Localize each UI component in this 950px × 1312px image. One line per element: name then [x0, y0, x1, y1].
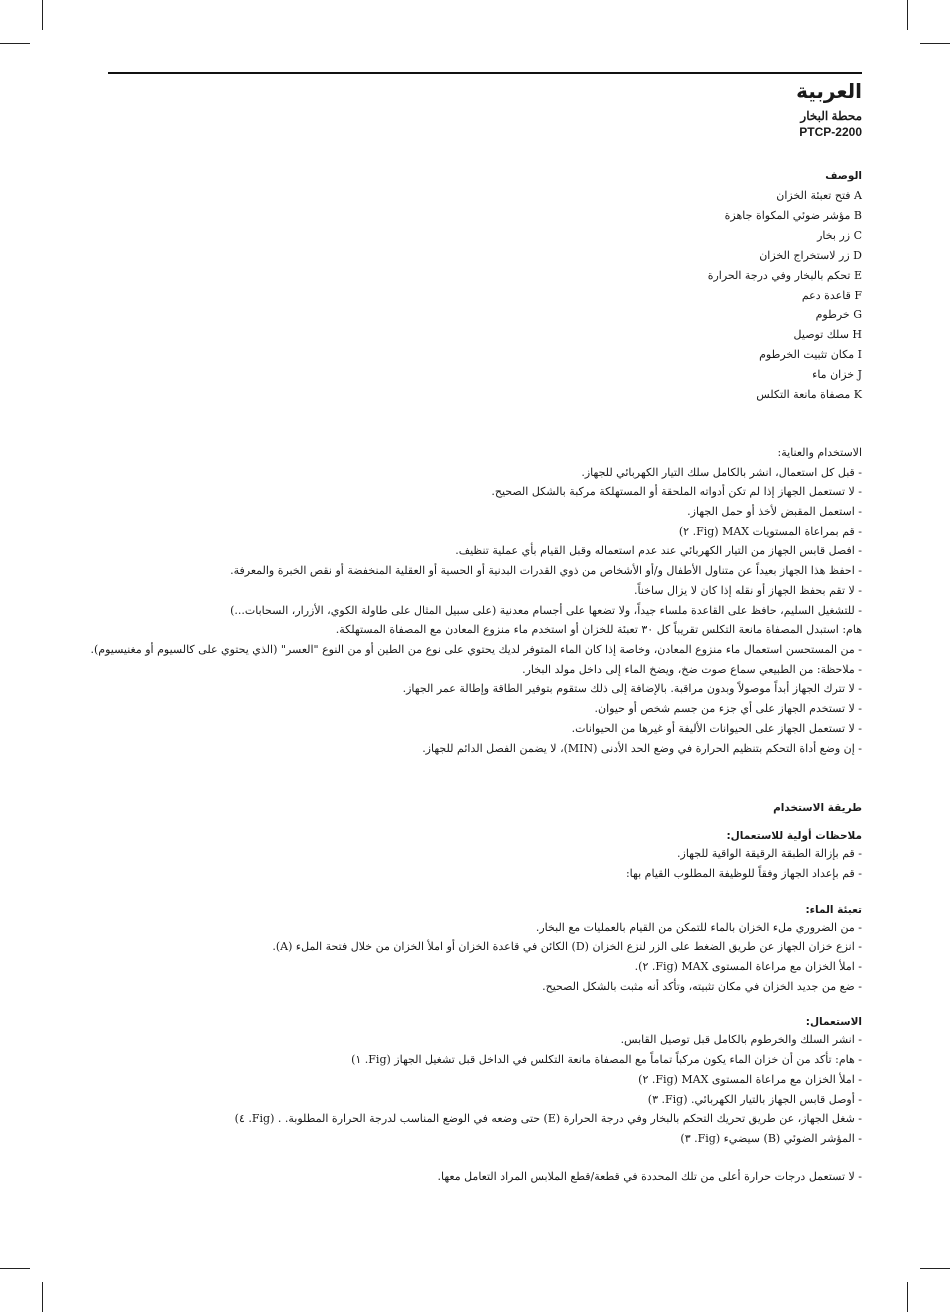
crop-mark	[907, 1282, 908, 1312]
crop-mark	[0, 43, 30, 44]
care-item: - لا تقم بحفظ الجهاز أو نقله إذا كان لا يزال ساخناً.	[633, 583, 862, 597]
care-item: - لا تستعمل الجهاز إذا لم تكن أدواته الملحقة أو المستهلكة مركبة بالشكل الصحيح.	[491, 485, 862, 499]
operation-item: - المؤشر الضوئي (B) سيضيء (Fig. ٣)	[680, 1131, 862, 1145]
operation-item: - أوصل قابس الجهاز بالتيار الكهربائي. (Fig. ٣)	[647, 1092, 862, 1106]
description-heading: الوصف	[825, 170, 862, 182]
filling-heading: تعبئة الماء:	[805, 903, 862, 916]
crop-mark	[907, 0, 908, 30]
part-item: H سلك توصيل	[793, 328, 862, 342]
care-item: - لا تستعمل الجهاز على الحيوانات الأليفة أو غيرها من الحيوانات.	[571, 721, 862, 735]
care-item: - من المستحسن استعمال ماء منزوع المعادن، وخاصة إذا كان الماء المتوفر لديك يحتوي على نوع من الطين أو من النوع "العسر" (الذي يحتوي على كالسيوم أو مغنيسيوم).	[90, 643, 862, 656]
care-item: - لا تترك الجهاز أبداً موصولاً وبدون مراقبة. بالإضافة إلى ذلك ستقوم بتوفير الطاقة وإطالة عمر الجهاز.	[402, 682, 862, 696]
preliminary-item: - قم بإعداد الجهاز وفقاً للوظيفة المطلوب القيام بها:	[625, 866, 862, 880]
preliminary-item: - قم بإزالة الطبقة الرقيقة الواقية للجهاز.	[677, 847, 862, 861]
operation-item: - املأ الخزان مع مراعاة المستوى MAX (Fig. ٢)	[638, 1072, 862, 1086]
operation-heading: الاستعمال:	[805, 1016, 862, 1029]
parts-list	[102, 186, 862, 405]
part-item: E تحكم بالبخار وفي درجة الحرارة	[707, 268, 862, 282]
operation-item: - انشر السلك والخرطوم بالكامل قبل توصيل القابس.	[620, 1033, 862, 1047]
care-item: - قم بمراعاة المستويات MAX (Fig. ٢)	[678, 524, 862, 538]
part-item: G خرطوم	[815, 308, 862, 322]
care-item: - إن وضع أداة التحكم بتنظيم الحرارة في وضع الحد الأدنى (MIN)، لا يضمن الفصل الدائم للجهاز.	[422, 741, 862, 755]
document-page	[90, 78, 862, 1186]
care-item: - ملاحظة: من الطبيعي سماع صوت ضخ، ويضخ الماء إلى داخل مولد البخار.	[522, 662, 862, 676]
care-item: - افصل قابس الجهاز من التيار الكهربائي عند عدم استعماله وقبل القيام بأي عملية تنظيف.	[455, 544, 862, 558]
operation-item: - شغل الجهاز، عن طريق تحريك التحكم بالبخار وفي درجة الحرارة (E) حتى وضعه في الوضع المناسب لدرجة الحرارة المطلوبة. . (Fig. ٤)	[234, 1112, 862, 1126]
part-item: I مكان تثبيت الخرطوم	[759, 348, 862, 362]
part-item: K مصفاة مانعة التكلس	[756, 388, 862, 402]
filling-item: - املأ الخزان مع مراعاة المستوى MAX (Fig. ٢).	[634, 960, 862, 974]
crop-mark	[920, 1268, 950, 1269]
operation-item: - هام: تأكد من أن خزان الماء يكون مركباً تماماً مع المصفاة مانعة التكلس في الداخل قبل تشغيل الجهاز (Fig. ١)	[351, 1053, 862, 1067]
part-item: B مؤشر ضوئي المكواة جاهزة	[724, 208, 862, 222]
part-item: F قاعدة دعم	[801, 288, 862, 302]
header-rule	[108, 72, 862, 74]
part-item: J خزان ماء	[812, 368, 862, 382]
preliminary-heading: ملاحظات أولية للاستعمال:	[726, 830, 862, 843]
part-item: C زر بخار	[817, 228, 862, 242]
care-item: - لا تستخدم الجهاز على أي جزء من جسم شخص أو حيوان.	[594, 702, 862, 716]
care-item: - قبل كل استعمال، انشر بالكامل سلك التيار الكهربائي للجهاز.	[581, 465, 862, 479]
usage-heading: طريقة الاستخدام	[773, 802, 862, 815]
part-item: D زر لاستخراج الخزان	[759, 248, 862, 262]
care-heading: الاستخدام والعناية:	[777, 445, 862, 459]
care-list	[90, 463, 862, 759]
crop-mark	[920, 43, 950, 44]
crop-mark	[42, 0, 43, 30]
language-title: العربية	[796, 79, 862, 103]
temperature-warning: - لا تستعمل درجات حرارة أعلى من تلك المحددة في قطعة/قطع الملابس المراد التعامل معها.	[437, 1169, 862, 1183]
crop-mark	[42, 1282, 43, 1312]
care-item: هام: استبدل المصفاة مانعة التكلس تقريباً كل ٣٠ تعبئة للخزان أو استخدم ماء منزوع المعادن مع المصفاة المستهلكة.	[335, 623, 862, 637]
care-item: - استعمل المقبض لأخذ أو حمل الجهاز.	[687, 505, 862, 519]
part-item: A فتح تعبئة الخزان	[776, 189, 862, 202]
product-name: محطة البخار	[800, 109, 862, 123]
crop-mark	[0, 1268, 30, 1269]
care-item: - للتشغيل السليم، حافظ على القاعدة ملساء جيداً، ولا تضعها على أجسام معدنية (على سبيل المثال على طاولة الكوي، الأزرار، السحابات...)	[230, 603, 862, 617]
filling-item: - انزع خزان الجهاز عن طريق الضغط على الزر لنزع الخزان (D) الكائن في قاعدة الخزان أو املأ الخزان من خلال فتحة الملء (A).	[272, 940, 862, 954]
filling-item: - ضع من جديد الخزان في مكان تثبيته، وتأكد أنه مثبت بالشكل الصحيح.	[542, 979, 862, 993]
model-number: PTCP-2200	[799, 125, 862, 139]
care-item: - احفظ هذا الجهاز بعيداً عن متناول الأطفال و/أو الأشخاص من ذوي القدرات البدنية أو الحسية أو العقلية المنخفضة أو نقص الخبرة والمعرفة.	[230, 564, 862, 578]
filling-item: - من الضروري ملء الخزان بالماء للتمكن من القيام بالعمليات مع البخار.	[535, 920, 862, 934]
